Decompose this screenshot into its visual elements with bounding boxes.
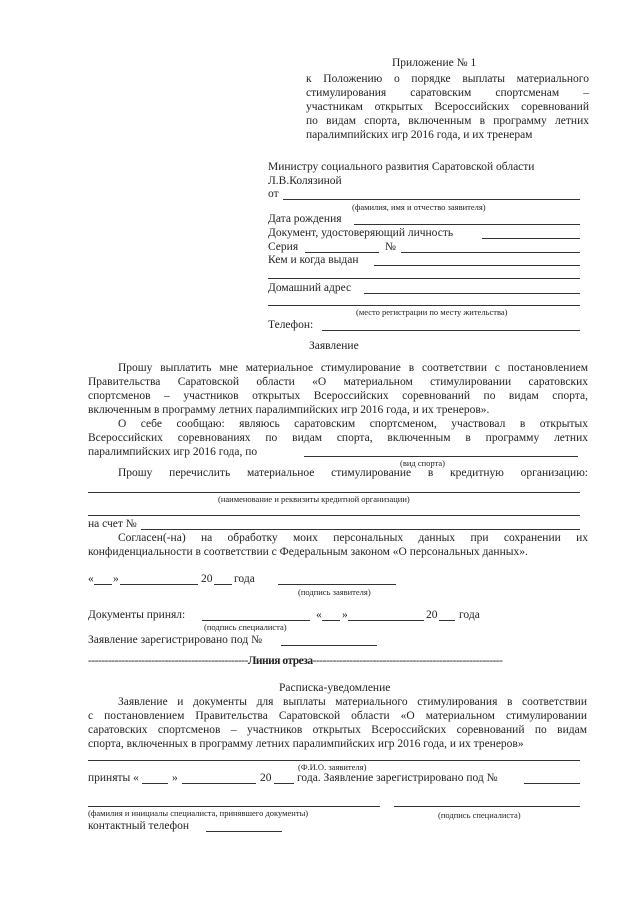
receipt-line: Заявление и документы для выплаты материального стимулирования в соответствии [118,696,587,708]
date-year-suffix: года [234,573,255,585]
cut-line-dashes-left: ------------------------------------------------ [88,655,248,667]
statement-title: Заявление [309,340,359,352]
consent-paragraph [88,531,588,559]
appendix-line: паралимпийских игр 2016 года, и их тренерам [306,129,533,141]
appendix-line: участникам открытых Всероссийских соревнований [306,101,589,113]
receipt-fio-caption: (Ф.И.О. заявителя) [298,762,367,772]
bank-field[interactable] [88,492,580,493]
receipt-specialist-sign-field[interactable] [394,806,580,807]
applicant-sign-field[interactable] [278,584,396,585]
bank-request: Прошу перечислить материальное стимулирование в кредитную организацию: [118,467,588,479]
sport-field[interactable] [304,456,578,457]
appendix-line: к Положению о порядке выплаты материального [306,73,589,85]
appendix-line: по видам спорта, включенным в программу летних [306,115,589,127]
consent-line: конфиденциальности в соответствии с Федеральным законом «О персональных данных». [88,546,528,558]
receipt-title: Расписка-уведомление [279,682,391,694]
appendix-line: стимулирования саратовским спортсменам – [306,87,589,99]
statement-line: паралимпийских игр 2016 года, по [88,446,258,458]
document-label: Документ, удостоверяющий личность [268,227,454,239]
statement-line: спортсменов – участников открытых Всероссийских соревнований по видам спорта, [88,390,588,402]
from-field[interactable] [283,199,580,200]
address-field[interactable] [364,293,580,294]
receipt-year-field[interactable] [274,783,294,784]
receipt-day-field[interactable] [142,783,168,784]
number-label: № [385,241,396,253]
statement-line: Правительства Саратовской области «О материальном стимулировании саратовских [88,376,588,388]
receipt-registered-number-field[interactable] [524,783,580,784]
birth-field[interactable] [354,224,580,225]
statement-line: Всероссийских соревнованиях по видам спорта, включенным в программу летних [88,432,588,444]
registered-number-field[interactable] [281,645,377,646]
specialist-sign-caption: (подпись специалиста) [204,622,287,632]
registered-label: Заявление зарегистрировано под № [88,634,263,646]
docs-day-field[interactable] [322,620,340,621]
date-day-field[interactable] [94,584,112,585]
docs-month-field[interactable] [348,620,424,621]
statement-line: О себе сообщаю: являюсь саратовским спортсменом, участвовал в открытых [118,418,588,430]
receipt-specialist-name-field[interactable] [88,806,380,807]
number-field[interactable] [401,252,580,253]
contact-phone-label: контактный телефон [88,820,190,832]
statement-line: включенным в программу летних паралимпийских игр 2016 года, и их тренеров». [88,404,490,416]
statement-paragraph-1 [88,361,588,417]
address-field-2[interactable] [268,305,580,306]
date-month-field[interactable] [120,584,198,585]
from-label: от [268,188,279,200]
statement-paragraph-2 [88,417,588,459]
date-year-label: 20 [201,573,213,585]
series-label: Серия [268,241,299,253]
addressee-line1: Министру социального развития Саратовской области [268,161,535,173]
docs-specialist-sign-field[interactable] [202,620,310,621]
document-field[interactable] [482,238,580,239]
docs-year-label: 20 [426,609,438,621]
sport-caption: (вид спорта) [400,458,445,468]
receipt-line: саратовских спортсменов – участников открытых Всероссийских соревнований по видам [88,724,587,736]
statement-line: Прошу выплатить мне материальное стимулирование в соответствии с постановлением [118,362,588,374]
appendix-text [306,72,589,142]
issued-label: Кем и когда выдан [268,254,359,266]
receipt-line: с постановлением Правительства Саратовской области «О материальном стимулировании [88,710,587,722]
applicant-sign-caption: (подпись заявителя) [298,587,371,597]
birth-label: Дата рождения [268,213,342,225]
bank-field-2[interactable] [88,515,580,516]
receipt-year-label: 20 [260,772,272,784]
issued-field[interactable] [374,265,580,266]
address-label: Домашний адрес [268,282,352,294]
consent-line: Согласен(-на) на обработку моих персональных данных при сохранении их [118,532,588,544]
date-open-quote: « [88,573,94,585]
account-field[interactable] [141,529,580,530]
docs-date-close-quote: » [342,609,348,621]
receipt-paragraph [88,695,587,751]
phone-field[interactable] [322,330,580,331]
bank-caption: (наименование и реквизиты кредитной организации) [218,494,410,504]
from-caption: (фамилия, имя и отчество заявителя) [352,202,486,212]
issued-field-2[interactable] [268,278,580,279]
receipt-specialist-sign-caption: (подпись специалиста) [438,810,521,820]
cut-line [88,654,502,668]
account-label: на счет № [88,518,137,530]
receipt-close-quote: » [172,772,178,784]
date-close-quote: » [113,573,119,585]
docs-year-field[interactable] [439,620,455,621]
address-caption: (место регистрации по месту жительства) [356,307,508,317]
phone-label: Телефон: [268,319,314,331]
receipt-fio-field[interactable] [88,760,580,761]
receipt-accepted-label: приняты « [88,772,139,784]
appendix-title: Приложение № 1 [392,57,477,69]
cut-line-dashes-right: --------------------------------------------------------- [312,655,503,667]
docs-date-open-quote: « [316,609,322,621]
contact-phone-field[interactable] [206,831,282,832]
cut-line-label: Линия отреза [247,655,313,667]
receipt-line: спорта, включенных в программу летних паралимпийских игр 2016 года, и их тренеров» [88,738,524,750]
addressee-line2: Л.В.Колязиной [268,175,342,187]
date-year-field[interactable] [214,584,232,585]
docs-year-suffix: года [459,609,480,621]
receipt-registered-text: года. Заявление зарегистрировано под № [297,772,498,784]
docs-received-label: Документы принял: [88,609,186,621]
receipt-month-field[interactable] [182,783,256,784]
receipt-specialist-name-caption: (фамилия и инициалы специалиста, принявшего документы) [88,808,309,818]
